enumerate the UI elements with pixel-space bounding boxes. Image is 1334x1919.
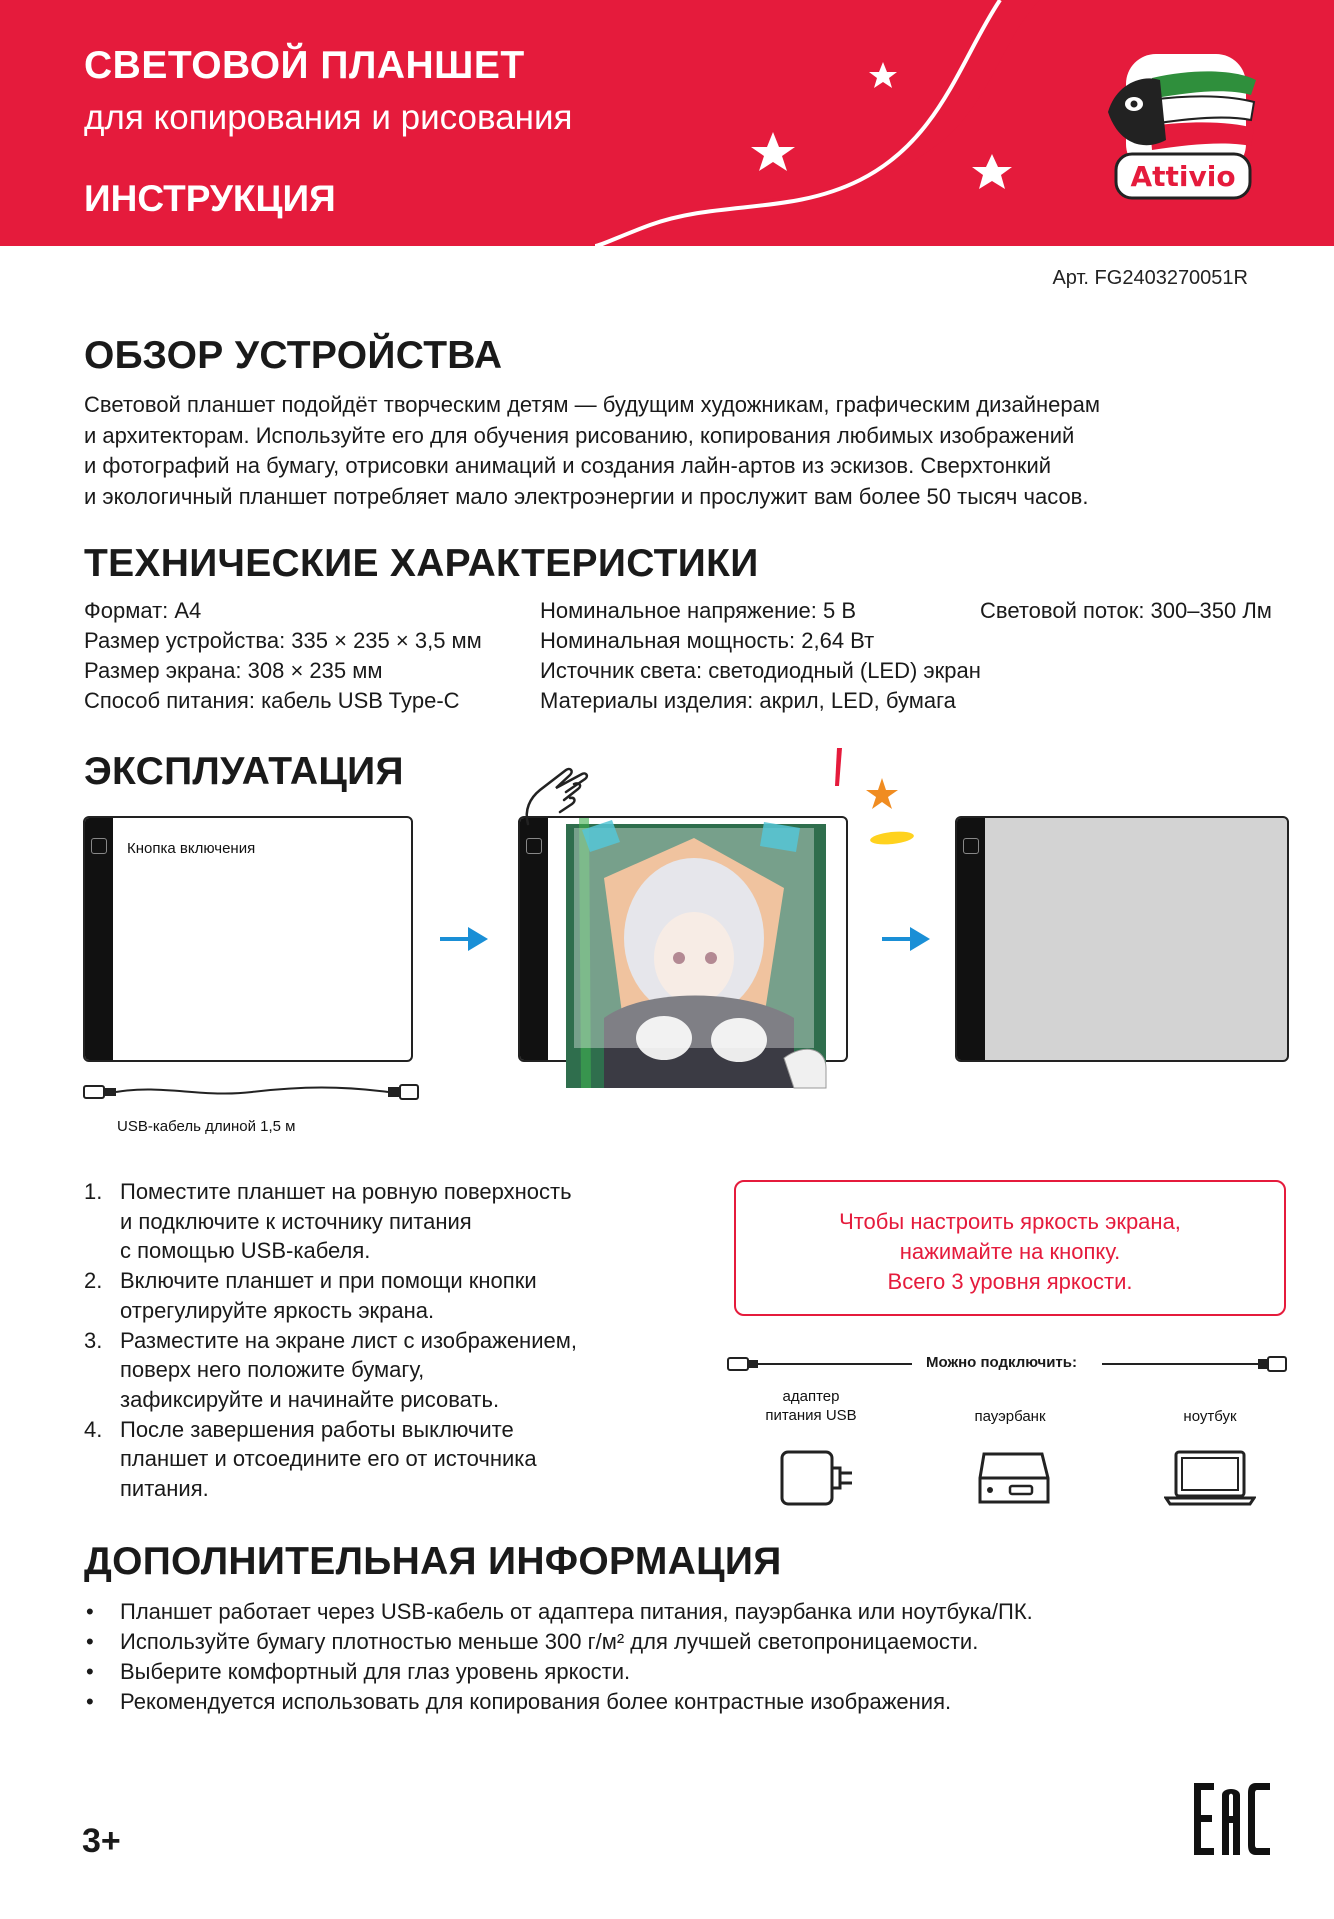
instruction-label: ИНСТРУКЦИЯ — [84, 178, 336, 219]
operation-heading: ЭКСПЛУАТАЦИЯ — [84, 750, 404, 793]
operation-steps — [84, 1177, 644, 1504]
arrow-right-icon — [880, 924, 932, 954]
article-number: Арт. FG2403270051R — [1052, 267, 1248, 289]
age-rating: 3+ — [82, 1822, 121, 1860]
power-button-icon — [963, 838, 979, 854]
page-title: СВЕТОВОЙ ПЛАНШЕТ — [84, 44, 525, 87]
laptop-label: ноутбук — [1183, 1408, 1237, 1425]
list-item: • Используйте бумагу плотностью меньше 300 г/м² для лучшей светопроницаемости. — [86, 1629, 979, 1654]
specs-column-1: Формат: А4 Размер устройства: 335 × 235 × 3,5 мм Размер экрана: 308 × 235 мм Способ питания: кабель USB Type-C — [84, 598, 482, 713]
tablet-off-illustration — [83, 816, 413, 1062]
extra-list — [84, 1597, 1033, 1717]
laptop-icon — [1164, 1448, 1256, 1508]
list-item: • Планшет работает через USB-кабель от адаптера питания, пауэрбанка или ноутбука/ПК. — [86, 1599, 1033, 1624]
hand-icon — [520, 760, 600, 830]
page-subtitle: для копирования и рисования — [84, 98, 573, 137]
step-item: 1. Поместите планшет на ровную поверхность и подключите к источнику питания с помощью USB-кабеля. — [84, 1179, 572, 1264]
brand-logo — [1086, 40, 1276, 200]
step-item: 4. После завершения работы выключите планшет и отсоедините его от источника питания. — [84, 1416, 537, 1502]
tablet-lit-illustration — [955, 816, 1289, 1062]
brightness-note: Чтобы настроить яркость экрана, нажимайте на кнопку. Всего 3 уровня яркости. — [734, 1180, 1286, 1316]
power-button-icon — [526, 838, 542, 854]
brand-name: Attivio — [1130, 160, 1236, 193]
adapter-label: адаптер питания USB — [765, 1388, 857, 1424]
list-item: • Выберите комфортный для глаз уровень яркости. — [86, 1659, 631, 1684]
list-item: • Рекомендуется использовать для копирования более контрастные изображения. — [86, 1689, 952, 1714]
specs-heading: ТЕХНИЧЕСКИЕ ХАРАКТЕРИСТИКИ — [84, 542, 759, 585]
decorative-marks — [820, 742, 920, 852]
extra-heading: ДОПОЛНИТЕЛЬНАЯ ИНФОРМАЦИЯ — [84, 1540, 782, 1583]
connect-label: Можно подключить: — [926, 1354, 1077, 1371]
cable-length-label: USB-кабель длиной 1,5 м — [117, 1118, 296, 1135]
eac-mark-icon — [1194, 1783, 1270, 1855]
powerbank-label: пауэрбанк — [974, 1408, 1046, 1425]
powerbank-icon — [976, 1448, 1052, 1508]
overview-heading: ОБЗОР УСТРОЙСТВА — [84, 334, 503, 377]
overview-text: Световой планшет подойдёт творческим детям — будущим художникам, графическим дизайнерам и архитекторам. Используйте его для обучения рисованию, копирования любимых изображений и фотографий на бумагу, отрисовки анимаций и создания лайн-артов из эскизов. Сверхтонкий и экологичный планшет потребляет мало электроэнергии и прослужит вам более 50 тысяч часов. — [84, 392, 1101, 509]
usb-adapter-icon — [778, 1448, 858, 1508]
specs-column-2: Номинальное напряжение: 5 В Номинальная мощность: 2,64 Вт Источник света: светодиодный (LED) экран Материалы изделия: акрил, LED, бумага — [540, 598, 981, 713]
arrow-right-icon — [438, 924, 490, 954]
usb-cable-illustration — [82, 1080, 422, 1104]
power-button-icon — [91, 838, 107, 854]
power-button-label: Кнопка включения — [127, 840, 256, 857]
specs-column-3: Световой поток: 300–350 Лм — [980, 598, 1272, 623]
anime-picture-illustration — [564, 818, 828, 1090]
step-item: 2. Включите планшет и при помощи кнопки отрегулируйте яркость экрана. — [84, 1268, 537, 1323]
step-item: 3. Разместите на экране лист с изображением, поверх него положите бумагу, зафиксируйте и начинайте рисовать. — [84, 1327, 577, 1412]
